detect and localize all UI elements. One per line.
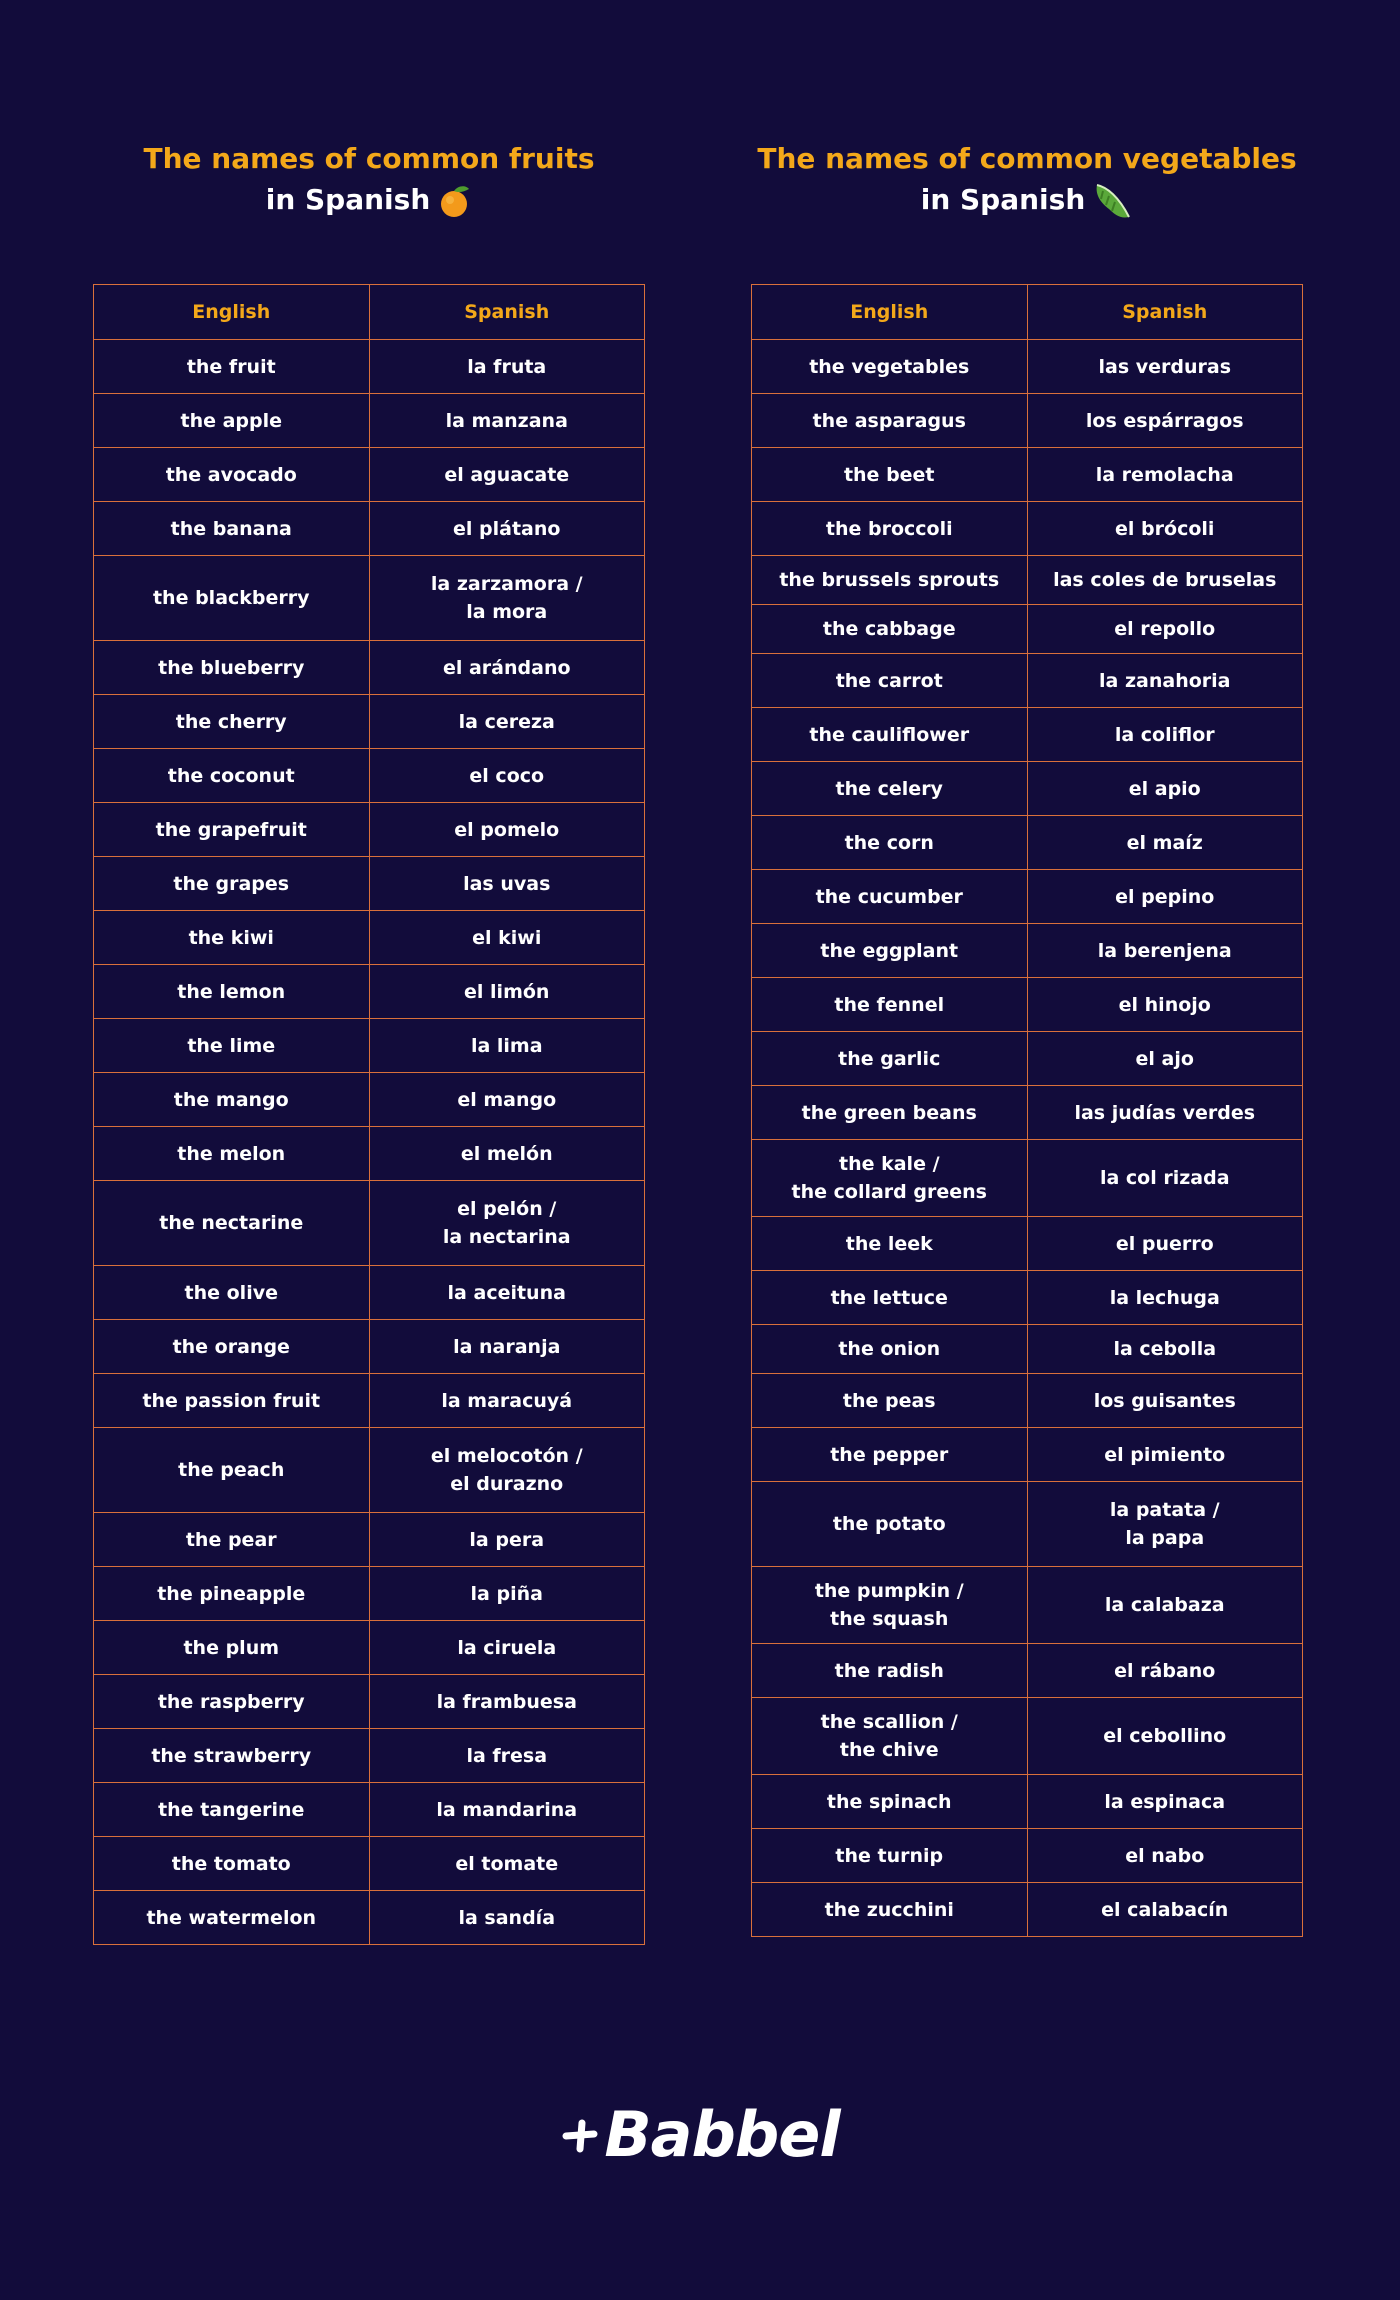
english-term: the pear [94,1513,370,1567]
table-row [94,857,645,911]
babbel-logo [0,2100,1400,2170]
orange-icon [436,184,472,218]
spanish-term: el coco [369,749,645,803]
table-row [94,1783,645,1837]
table-row [94,1513,645,1567]
english-term: the tangerine [94,1783,370,1837]
english-term: the raspberry [94,1675,370,1729]
table-row [94,1320,645,1374]
table-row [94,502,645,556]
spanish-term: el limón [369,965,645,1019]
english-term: the tomato [94,1837,370,1891]
lettuce-icon [1091,181,1133,221]
english-term: the lime [94,1019,370,1073]
table-row [94,448,645,502]
table-row [94,1374,645,1428]
english-term: the carrot [752,654,1028,708]
spanish-term: el ajo [1027,1032,1303,1086]
vegetables-title-line2: in Spanish [920,183,1086,216]
spanish-term: la espinaca [1027,1775,1303,1829]
fruits-title [93,138,645,284]
english-term: the kale / the collard greens [752,1140,1028,1217]
table-row [752,1140,1303,1217]
table-row [94,1019,645,1073]
table-row [752,1374,1303,1428]
english-term: the nectarine [94,1181,370,1266]
spanish-term: la calabaza [1027,1567,1303,1644]
spanish-term: la patata / la papa [1027,1482,1303,1567]
table-row [752,1644,1303,1698]
english-term: the cabbage [752,605,1028,654]
table-row [752,762,1303,816]
table-row [94,749,645,803]
vegetables-table [751,284,1303,1937]
spanish-term: el kiwi [369,911,645,965]
spanish-term: la coliflor [1027,708,1303,762]
english-term: the plum [94,1621,370,1675]
table-row [752,1086,1303,1140]
spanish-term: la frambuesa [369,1675,645,1729]
spanish-term: el nabo [1027,1829,1303,1883]
spanish-term: las judías verdes [1027,1086,1303,1140]
english-term: the passion fruit [94,1374,370,1428]
spanish-term: el rábano [1027,1644,1303,1698]
english-term: the cucumber [752,870,1028,924]
english-term: the asparagus [752,394,1028,448]
english-term: the pepper [752,1428,1028,1482]
table-row [752,1482,1303,1567]
table-row [752,502,1303,556]
table-row [752,1217,1303,1271]
table-row [752,1428,1303,1482]
english-term: the scallion / the chive [752,1698,1028,1775]
spanish-term: las verduras [1027,340,1303,394]
table-row [94,1567,645,1621]
spanish-term: el cebollino [1027,1698,1303,1775]
table-row [94,1621,645,1675]
spanish-term: las coles de bruselas [1027,556,1303,605]
spanish-term: la mandarina [369,1783,645,1837]
english-term: the cherry [94,695,370,749]
english-term: the blueberry [94,641,370,695]
spanish-term: el pimiento [1027,1428,1303,1482]
spanish-term: la piña [369,1567,645,1621]
english-term: the beet [752,448,1028,502]
english-term: the lemon [94,965,370,1019]
spanish-term: el apio [1027,762,1303,816]
english-term: the pineapple [94,1567,370,1621]
fruits-header-row [94,285,645,340]
spanish-term: la lechuga [1027,1271,1303,1325]
english-term: the radish [752,1644,1028,1698]
vegetables-header-row [752,285,1303,340]
vegetables-header-english: English [752,285,1028,340]
table-row [94,340,645,394]
english-term: the mango [94,1073,370,1127]
table-row [752,1567,1303,1644]
table-row [94,911,645,965]
spanish-term: el maíz [1027,816,1303,870]
table-row [752,1698,1303,1775]
table-row [752,448,1303,502]
spanish-term: la zanahoria [1027,654,1303,708]
english-term: the green beans [752,1086,1028,1140]
spanish-term: la fresa [369,1729,645,1783]
english-term: the garlic [752,1032,1028,1086]
table-row [94,965,645,1019]
table-row [752,870,1303,924]
babbel-plus-icon [560,2113,604,2157]
table-row [752,340,1303,394]
table-row [94,1266,645,1320]
english-term: the onion [752,1325,1028,1374]
table-row [752,816,1303,870]
table-row [752,708,1303,762]
table-row [752,1325,1303,1374]
english-term: the orange [94,1320,370,1374]
spanish-term: los guisantes [1027,1374,1303,1428]
spanish-term: la naranja [369,1320,645,1374]
table-row [752,1775,1303,1829]
table-row [752,394,1303,448]
english-term: the peach [94,1428,370,1513]
table-row [94,803,645,857]
spanish-term: el melón [369,1127,645,1181]
table-row [752,556,1303,605]
spanish-term: el tomate [369,1837,645,1891]
fruits-header-english: English [94,285,370,340]
english-term: the corn [752,816,1028,870]
spanish-term: la pera [369,1513,645,1567]
table-row [94,641,645,695]
english-term: the turnip [752,1829,1028,1883]
spanish-term: el mango [369,1073,645,1127]
english-term: the zucchini [752,1883,1028,1937]
spanish-term: los espárragos [1027,394,1303,448]
spanish-term: la berenjena [1027,924,1303,978]
spanish-term: la manzana [369,394,645,448]
vegetables-title [751,138,1303,284]
spanish-term: la zarzamora / la mora [369,556,645,641]
english-term: the olive [94,1266,370,1320]
spanish-term: el arándano [369,641,645,695]
english-term: the spinach [752,1775,1028,1829]
english-term: the peas [752,1374,1028,1428]
spanish-term: la cebolla [1027,1325,1303,1374]
spanish-term: la maracuyá [369,1374,645,1428]
english-term: the eggplant [752,924,1028,978]
table-row [752,978,1303,1032]
english-term: the kiwi [94,911,370,965]
spanish-term: la aceituna [369,1266,645,1320]
spanish-term: la col rizada [1027,1140,1303,1217]
spanish-term: la remolacha [1027,448,1303,502]
spanish-term: el calabacín [1027,1883,1303,1937]
spanish-term: el brócoli [1027,502,1303,556]
spanish-term: el aguacate [369,448,645,502]
english-term: the apple [94,394,370,448]
english-term: the leek [752,1217,1028,1271]
vegetables-panel [751,138,1303,1937]
english-term: the broccoli [752,502,1028,556]
english-term: the vegetables [752,340,1028,394]
english-term: the grapes [94,857,370,911]
table-row [94,1127,645,1181]
spanish-term: la lima [369,1019,645,1073]
table-row [752,1032,1303,1086]
table-row [752,924,1303,978]
table-row [94,1073,645,1127]
spanish-term: el pelón / la nectarina [369,1181,645,1266]
babbel-logo-text: Babbel [604,2098,840,2171]
fruits-title-line1: The names of common fruits [143,142,595,175]
english-term: the blackberry [94,556,370,641]
fruits-header-spanish: Spanish [369,285,645,340]
english-term: the fennel [752,978,1028,1032]
spanish-term: el pepino [1027,870,1303,924]
fruits-table [93,284,645,1945]
spanish-term: la cereza [369,695,645,749]
table-row [752,1883,1303,1937]
spanish-term: el puerro [1027,1217,1303,1271]
fruits-panel [93,138,645,1945]
english-term: the fruit [94,340,370,394]
table-row [752,1829,1303,1883]
english-term: the pumpkin / the squash [752,1567,1028,1644]
spanish-term: el repollo [1027,605,1303,654]
vegetables-title-line1: The names of common vegetables [757,142,1297,175]
english-term: the watermelon [94,1891,370,1945]
english-term: the strawberry [94,1729,370,1783]
table-row [94,1837,645,1891]
english-term: the potato [752,1482,1028,1567]
english-term: the brussels sprouts [752,556,1028,605]
english-term: the melon [94,1127,370,1181]
spanish-term: la fruta [369,340,645,394]
spanish-term: el melocotón / el durazno [369,1428,645,1513]
spanish-term: las uvas [369,857,645,911]
table-row [94,1428,645,1513]
table-row [94,1181,645,1266]
vegetables-header-spanish: Spanish [1027,285,1303,340]
spanish-term: el pomelo [369,803,645,857]
spanish-term: el plátano [369,502,645,556]
table-row [94,394,645,448]
table-row [94,1675,645,1729]
english-term: the cauliflower [752,708,1028,762]
table-row [94,556,645,641]
spanish-term: la ciruela [369,1621,645,1675]
table-row [94,1891,645,1945]
english-term: the banana [94,502,370,556]
spanish-term: la sandía [369,1891,645,1945]
table-row [752,654,1303,708]
table-row [752,605,1303,654]
english-term: the avocado [94,448,370,502]
table-row [94,695,645,749]
english-term: the lettuce [752,1271,1028,1325]
table-row [752,1271,1303,1325]
english-term: the grapefruit [94,803,370,857]
spanish-term: el hinojo [1027,978,1303,1032]
english-term: the celery [752,762,1028,816]
english-term: the coconut [94,749,370,803]
table-row [94,1729,645,1783]
fruits-title-line2: in Spanish [265,183,431,216]
